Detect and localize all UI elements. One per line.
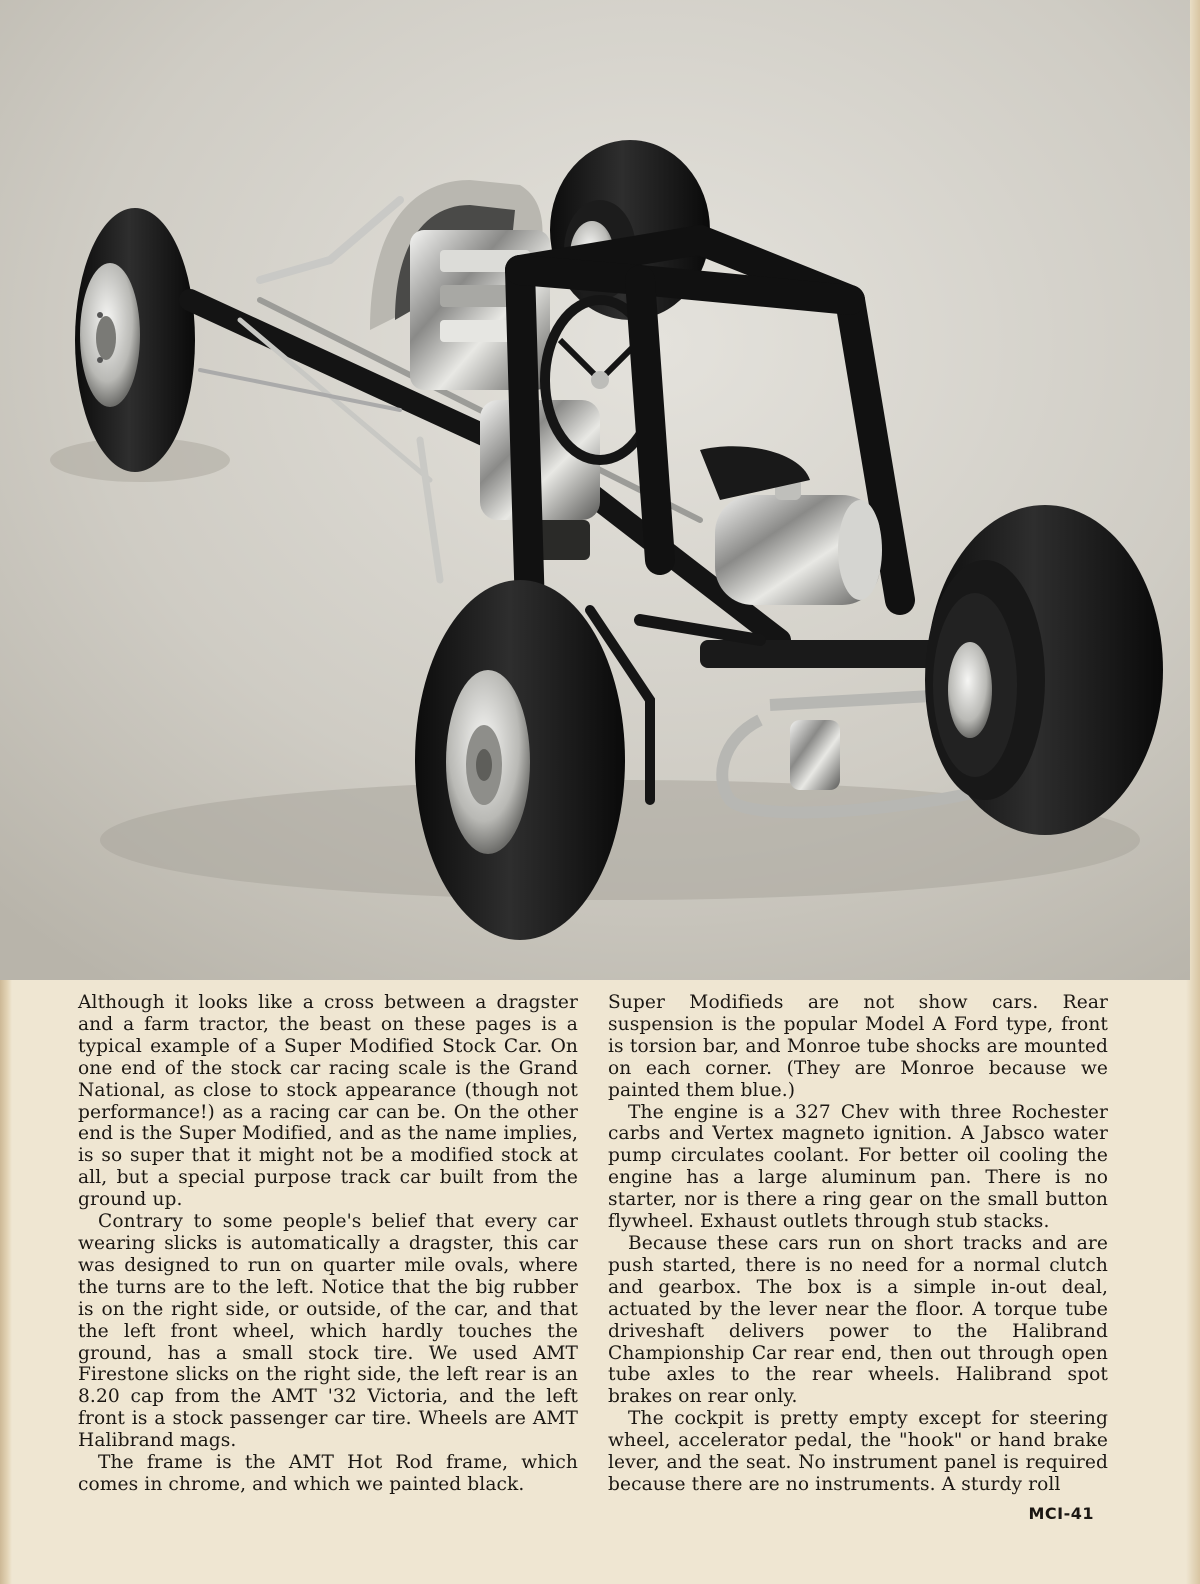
page-number: MCI-41 (1028, 1504, 1094, 1523)
paragraph-suspension: Super Modifieds are not show cars. Rear suspension is the popular Model A Ford type, front is torsion bar, and Monroe tube shocks are mounted on each corner. (They are Monroe because we painted them blue.) (608, 992, 1108, 1101)
front-right-wheel (415, 580, 625, 940)
paragraph-drivetrain: Because these cars run on short tracks and are push started, there is no need for a normal clutch and gearbox. The box is a simple in-out deal, actuated by the lever near the floor. A torque tube driveshaft delivers power to the Halibrand Championship Car rear end, then out through open tube axles to the rear wheels. Halibrand spot brakes on rear only. (608, 1232, 1108, 1408)
front-left-wheel (75, 208, 195, 472)
paragraph-intro: Although it looks like a cross between a dragster and a farm tractor, the beast on these pages is a typical example of a Super Modified Stock Car. On one end of the stock car racing scale is the Grand National, as close to stock appearance (though not performance!) as a racing car can be. On the other end is the Super Modified, and as the name implies, is so super that it might not be a modified stock at all, but a special purpose track car built from the ground up. (78, 992, 578, 1211)
article-right-column (608, 992, 1108, 1532)
article-left-column (78, 992, 578, 1532)
paragraph-slicks: Contrary to some people's belief that every car wearing slicks is automatically a dragster, this car was designed to run on quarter mile ovals, where the turns are to the left. Notice that the big rubber is on the right side, or outside, of the car, and that the left front wheel, which hardly touches the ground, has a small stock tire. We used AMT Firestone slicks on the right side, the left rear is an 8.20 cap from the AMT '32 Victoria, and the left front is a stock passenger car tire. Wheels are AMT Halibrand mags. (78, 1211, 578, 1452)
article-body (78, 992, 1110, 1532)
paragraph-cockpit: The cockpit is pretty empty except for steering wheel, accelerator pedal, the "hook" or hand brake lever, and the seat. No instrument panel is required because there are no instruments. A sturdy roll (608, 1408, 1108, 1495)
paragraph-frame: The frame is the AMT Hot Rod frame, which comes in chrome, and which we painted black. (78, 1452, 578, 1495)
paragraph-engine: The engine is a 327 Chev with three Rochester carbs and Vertex magneto ignition. A Jabsco water pump circulates coolant. For better oil cooling the engine has a large aluminum pan. There is no starter, nor is there a ring gear on the small button flywheel. Exhaust outlets through stub stacks. (608, 1101, 1108, 1233)
